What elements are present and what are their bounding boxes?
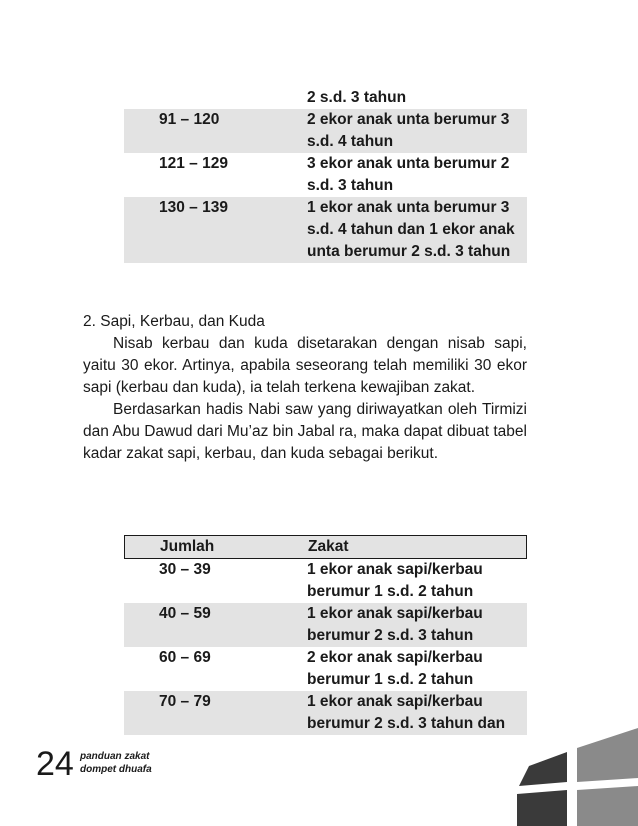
cell-zakat: 1 ekor anak sapi/kerbau berumur 2 s.d. 3 tahun bbox=[307, 605, 483, 644]
cell-zakat: 1 ekor anak sapi/kerbau berumur 2 s.d. 3 tahun dan bbox=[307, 693, 506, 732]
table-row bbox=[124, 87, 527, 109]
cell-jumlah: 30 – 39 bbox=[159, 561, 211, 578]
table-header bbox=[124, 535, 527, 559]
cell-jumlah: 60 – 69 bbox=[159, 649, 211, 666]
paragraph-hadis: Berdasarkan hadis Nabi saw yang diriwayatkan oleh Tirmizi dan Abu Dawud dari Mu’az bin Jabal ra, maka dapat dibuat tabel kadar zakat sapi, kerbau, dan kuda sebagai berikut. bbox=[83, 401, 527, 462]
footer-label-line2: dompet dhuafa bbox=[80, 764, 152, 775]
dompet-dhuafa-logo-icon bbox=[517, 726, 638, 826]
table-row bbox=[124, 197, 527, 263]
footer-label bbox=[80, 750, 152, 776]
paragraph-nisab: Nisab kerbau dan kuda disetarakan dengan nisab sapi, yaitu 30 ekor. Artinya, apabila seseorang telah memiliki 30 ekor sapi (kerbau dan kuda), ia telah terkena kewajiban zakat. bbox=[83, 335, 527, 396]
table-row bbox=[124, 603, 527, 647]
cell-jumlah: 40 – 59 bbox=[159, 605, 211, 622]
section-body bbox=[83, 311, 527, 465]
cell-jumlah: 70 – 79 bbox=[159, 693, 211, 710]
cell-zakat: 2 ekor anak sapi/kerbau berumur 1 s.d. 2 tahun bbox=[307, 649, 483, 688]
page-number: 24 bbox=[36, 745, 74, 783]
cell-zakat: 1 ekor anak sapi/kerbau berumur 1 s.d. 2 tahun bbox=[307, 561, 483, 600]
cell-jumlah: 130 – 139 bbox=[159, 199, 228, 216]
cell-zakat: 2 ekor anak unta berumur 3 s.d. 4 tahun bbox=[307, 111, 510, 150]
zakat-unta-table bbox=[124, 87, 527, 263]
cell-zakat: 2 s.d. 3 tahun bbox=[307, 89, 407, 106]
cell-jumlah bbox=[124, 87, 307, 109]
cell-jumlah: 91 – 120 bbox=[159, 111, 220, 128]
section-heading: 2. Sapi, Kerbau, dan Kuda bbox=[83, 313, 265, 330]
table-row bbox=[124, 559, 527, 603]
header-jumlah: Jumlah bbox=[160, 538, 215, 555]
cell-jumlah: 121 – 129 bbox=[159, 155, 228, 172]
footer-label-line1: panduan zakat bbox=[80, 751, 150, 762]
table-row bbox=[124, 691, 527, 735]
table-row bbox=[124, 647, 527, 691]
table-row bbox=[124, 153, 527, 197]
table-row bbox=[124, 109, 527, 153]
header-zakat: Zakat bbox=[308, 538, 349, 555]
cell-zakat: 3 ekor anak unta berumur 2 s.d. 3 tahun bbox=[307, 155, 510, 194]
cell-zakat: 1 ekor anak unta berumur 3 s.d. 4 tahun dan 1 ekor anak unta berumur 2 s.d. 3 tahun bbox=[307, 199, 515, 260]
zakat-sapi-table bbox=[124, 535, 527, 735]
